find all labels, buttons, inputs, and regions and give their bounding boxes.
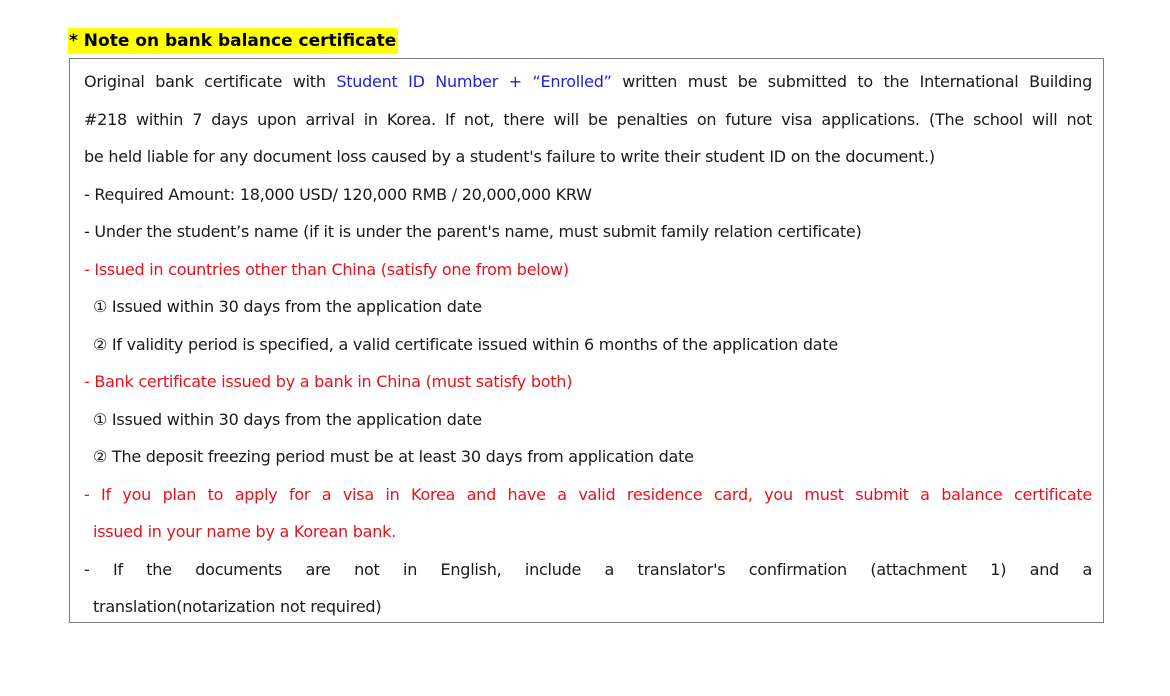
non-china-condition-1: ① Issued within 30 days from the application date <box>93 297 482 316</box>
translation-line-1: - If the documents are not in English, include a translator's confirmation (attachment 1) and a <box>84 559 1092 579</box>
student-id-enrolled-highlight: Student ID Number + “Enrolled” <box>336 72 612 91</box>
korea-visa-line-2: issued in your name by a Korean bank. <box>93 522 396 541</box>
korea-visa-line-1: - If you plan to apply for a visa in Korea and have a valid residence card, you must submit a balance certificate <box>84 484 1092 504</box>
section-heading: * Note on bank balance certificate <box>68 28 398 54</box>
intro-line-3: be held liable for any document loss caused by a student's failure to write their student ID on the document.) <box>84 147 935 166</box>
required-amount: - Required Amount: 18,000 USD/ 120,000 RMB / 20,000,000 KRW <box>84 184 592 204</box>
under-student-name: - Under the student’s name (if it is under the parent's name, must submit family relation certificate) <box>84 222 862 241</box>
intro-suffix: written must be submitted to the International Building <box>611 72 1092 91</box>
translation-line-2: translation(notarization not required) <box>93 597 382 616</box>
intro-prefix: Original bank certificate with <box>84 72 337 91</box>
non-china-condition-2: ② If validity period is specified, a valid certificate issued within 6 months of the application date <box>93 334 838 354</box>
china-condition-2: ② The deposit freezing period must be at least 30 days from application date <box>93 447 694 466</box>
china-title: - Bank certificate issued by a bank in China (must satisfy both) <box>84 372 573 391</box>
notice-box <box>69 58 1104 623</box>
china-condition-1: ① Issued within 30 days from the application date <box>93 409 482 429</box>
intro-line-2: #218 within 7 days upon arrival in Korea. If not, there will be penalties on future visa applications. (The school will not <box>84 109 1092 129</box>
intro-line-1 <box>84 63 1092 101</box>
non-china-title: - Issued in countries other than China (satisfy one from below) <box>84 259 569 279</box>
